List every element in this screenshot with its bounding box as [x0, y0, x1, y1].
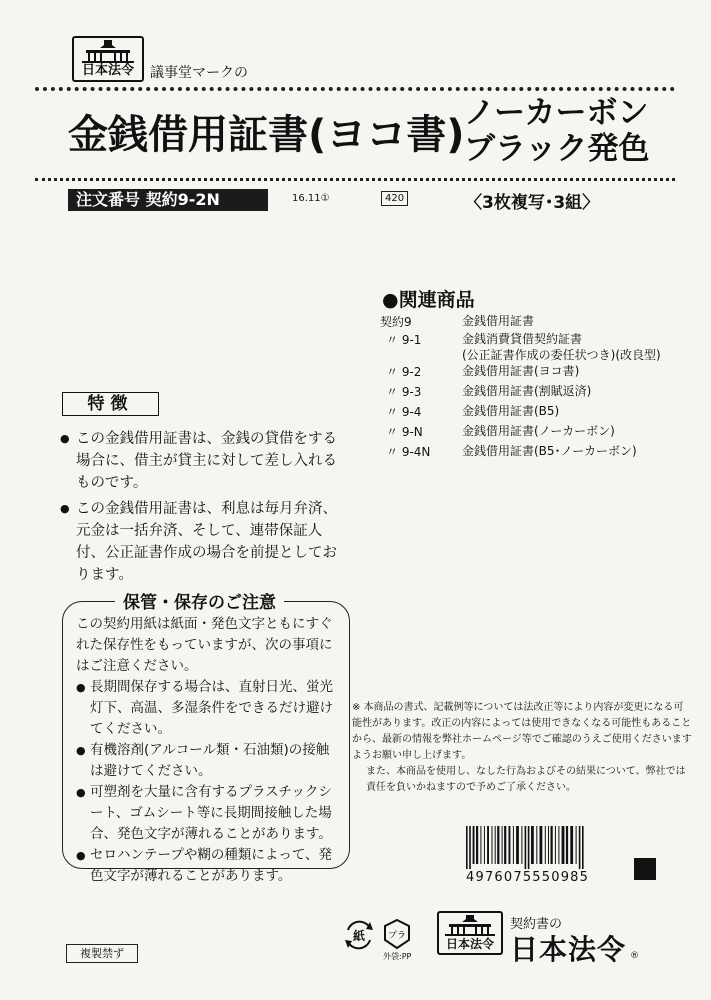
care-item: ● 有機溶剤(アルコール類・石油類)の接触は避けてください。: [76, 740, 338, 782]
barcode-bar: [473, 826, 475, 864]
subtitle-line: ブラック発色: [464, 131, 650, 167]
barcode-bar: [566, 826, 568, 864]
related-products-title: ●関連商品: [382, 289, 475, 311]
feature-item: ● この金銭借用証書は、利息は毎月弁済、元金は一括弁済、そして、連帯保証人付、公正証書作成の場合を前提としております。: [60, 498, 350, 586]
barcode-number: 4976075550985: [466, 870, 590, 885]
registered-mark: ®: [630, 951, 639, 961]
product-name: 金銭借用証書(B5): [462, 404, 560, 418]
barcode-bar: [562, 826, 565, 864]
logo-text: 日本法令: [81, 63, 134, 78]
product-name: 金銭借用証書(ヨコ書): [462, 364, 580, 378]
care-intro: この契約用紙は紙面・発色文字ともにすぐれた保存性をもっていますが、次の事項にはご注意ください。: [76, 616, 333, 674]
product-code: 〃 9-4: [386, 405, 422, 419]
mark-label: 議事堂マークの: [150, 65, 248, 81]
copy-prohibited-label: 複製禁ず: [66, 944, 138, 963]
barcode-bar: [513, 826, 514, 864]
barcode-bar: [528, 826, 530, 869]
barcode-bar: [558, 826, 559, 864]
product-code: 〃 9-1: [386, 333, 422, 347]
subtitle-line: ノーカーボン: [464, 95, 649, 131]
barcode-bar: [502, 826, 503, 864]
brand-name: 日本法令: [510, 933, 627, 966]
barcode-bar: [476, 826, 478, 864]
divider: [35, 178, 675, 181]
barcode-bar: [521, 826, 522, 864]
product-code: 〃 9-2: [386, 365, 422, 379]
product-name-note: (公正証書作成の委任状つき)(改良型): [462, 348, 661, 362]
brand-logo: [72, 36, 144, 82]
plastic-recycle-icon: [382, 918, 412, 950]
paper-recycle-icon: [342, 918, 376, 952]
care-item: ● 可塑剤を大量に含有するプラスチックシート、ゴムシート等に長期間接触した場合、発色文字が薄れることがあります。: [76, 782, 338, 845]
features-list: [60, 428, 350, 590]
barcode-bar: [484, 826, 485, 864]
barcode-bar: [582, 826, 584, 869]
product-code: 〃 9-N: [386, 425, 423, 439]
features-heading: 特徴: [62, 392, 159, 416]
product-code: 〃 9-3: [386, 385, 422, 399]
care-item: ● 長期間保存する場合は、直射日光、蛍光灯下、高温、多湿条件をできるだけ避けてください。: [76, 677, 338, 740]
barcode-bar: [480, 826, 481, 864]
barcode-bar: [509, 826, 511, 864]
brand-caption: 契約書の: [510, 917, 563, 932]
product-name: 金銭借用証書: [462, 314, 535, 328]
barcode-bar: [495, 826, 496, 864]
page-title: 金銭借用証書(ヨコ書): [68, 112, 465, 158]
barcode-bar: [516, 826, 519, 864]
care-notice-body: [76, 614, 338, 887]
pla-label: プラ: [387, 931, 407, 941]
barcode-bar: [504, 826, 506, 864]
notice-paragraph: また、本商品を使用し、なした行為およびその結果について、弊社では責任を負いかねますので予めご了承ください。: [366, 766, 686, 793]
barcode-bar: [525, 826, 527, 869]
barcode-bar: [531, 826, 534, 864]
version-code: 16.11①: [292, 193, 330, 204]
product-name: 金銭消費貸借契約証書: [462, 332, 583, 346]
page-code: 420: [381, 191, 408, 206]
brand-logo-small: [437, 911, 503, 955]
print-mark: [634, 858, 656, 880]
barcode-bar: [469, 826, 471, 869]
barcode-bar: [555, 826, 556, 864]
barcode-bar: [466, 826, 468, 869]
order-number: 注文番号 契約9-2N: [68, 189, 268, 211]
barcode-bar: [570, 826, 573, 864]
barcode-bar: [536, 826, 537, 864]
barcode-bar: [545, 826, 546, 864]
barcode-bar: [548, 826, 549, 864]
barcode-bar: [576, 826, 577, 864]
recycle-label: 紙: [352, 929, 366, 943]
notice-paragraph: ※ 本商品の書式、記載例等については法改正等により内容が変更になる可能性があります。改正の内容によっては使用できなくなる可能性もあることから、最新の情報を弊社ホームページ等でご確認のうえご使用くださいますようお願い申し上げます。: [352, 702, 692, 761]
logo-text: 日本法令: [445, 937, 494, 951]
divider: [35, 87, 675, 91]
barcode-bar: [492, 826, 493, 864]
product-name: 金銭借用証書(ノーカーボン): [462, 424, 615, 438]
product-code: 〃 9-4N: [386, 445, 431, 459]
care-notice-title: 保管・保存のご注意: [115, 588, 284, 613]
barcode-bar: [540, 826, 543, 864]
barcode-bar: [579, 826, 581, 869]
barcode-bar: [487, 826, 489, 864]
barcode-bar: [497, 826, 499, 864]
product-name: 金銭借用証書(割賦返済): [462, 384, 592, 398]
legal-notice: [352, 700, 692, 796]
barcode-bar: [551, 826, 553, 864]
care-item: ● セロハンテープや糊の種類によって、発色文字が薄れることがあります。: [76, 845, 338, 887]
feature-item: ● この金銭借用証書は、金銭の貸借をする場合に、借主が貸主に対して差し入れるものです。: [60, 428, 350, 494]
product-code: 契約9: [380, 315, 412, 329]
subtitle: [464, 95, 649, 167]
product-name: 金銭借用証書(B5･ノーカーボン): [462, 444, 637, 458]
copies-info: 〈3枚複写･3組〉: [465, 193, 600, 213]
packaging-label: 外袋:PP: [383, 952, 412, 961]
barcode: [466, 826, 648, 869]
